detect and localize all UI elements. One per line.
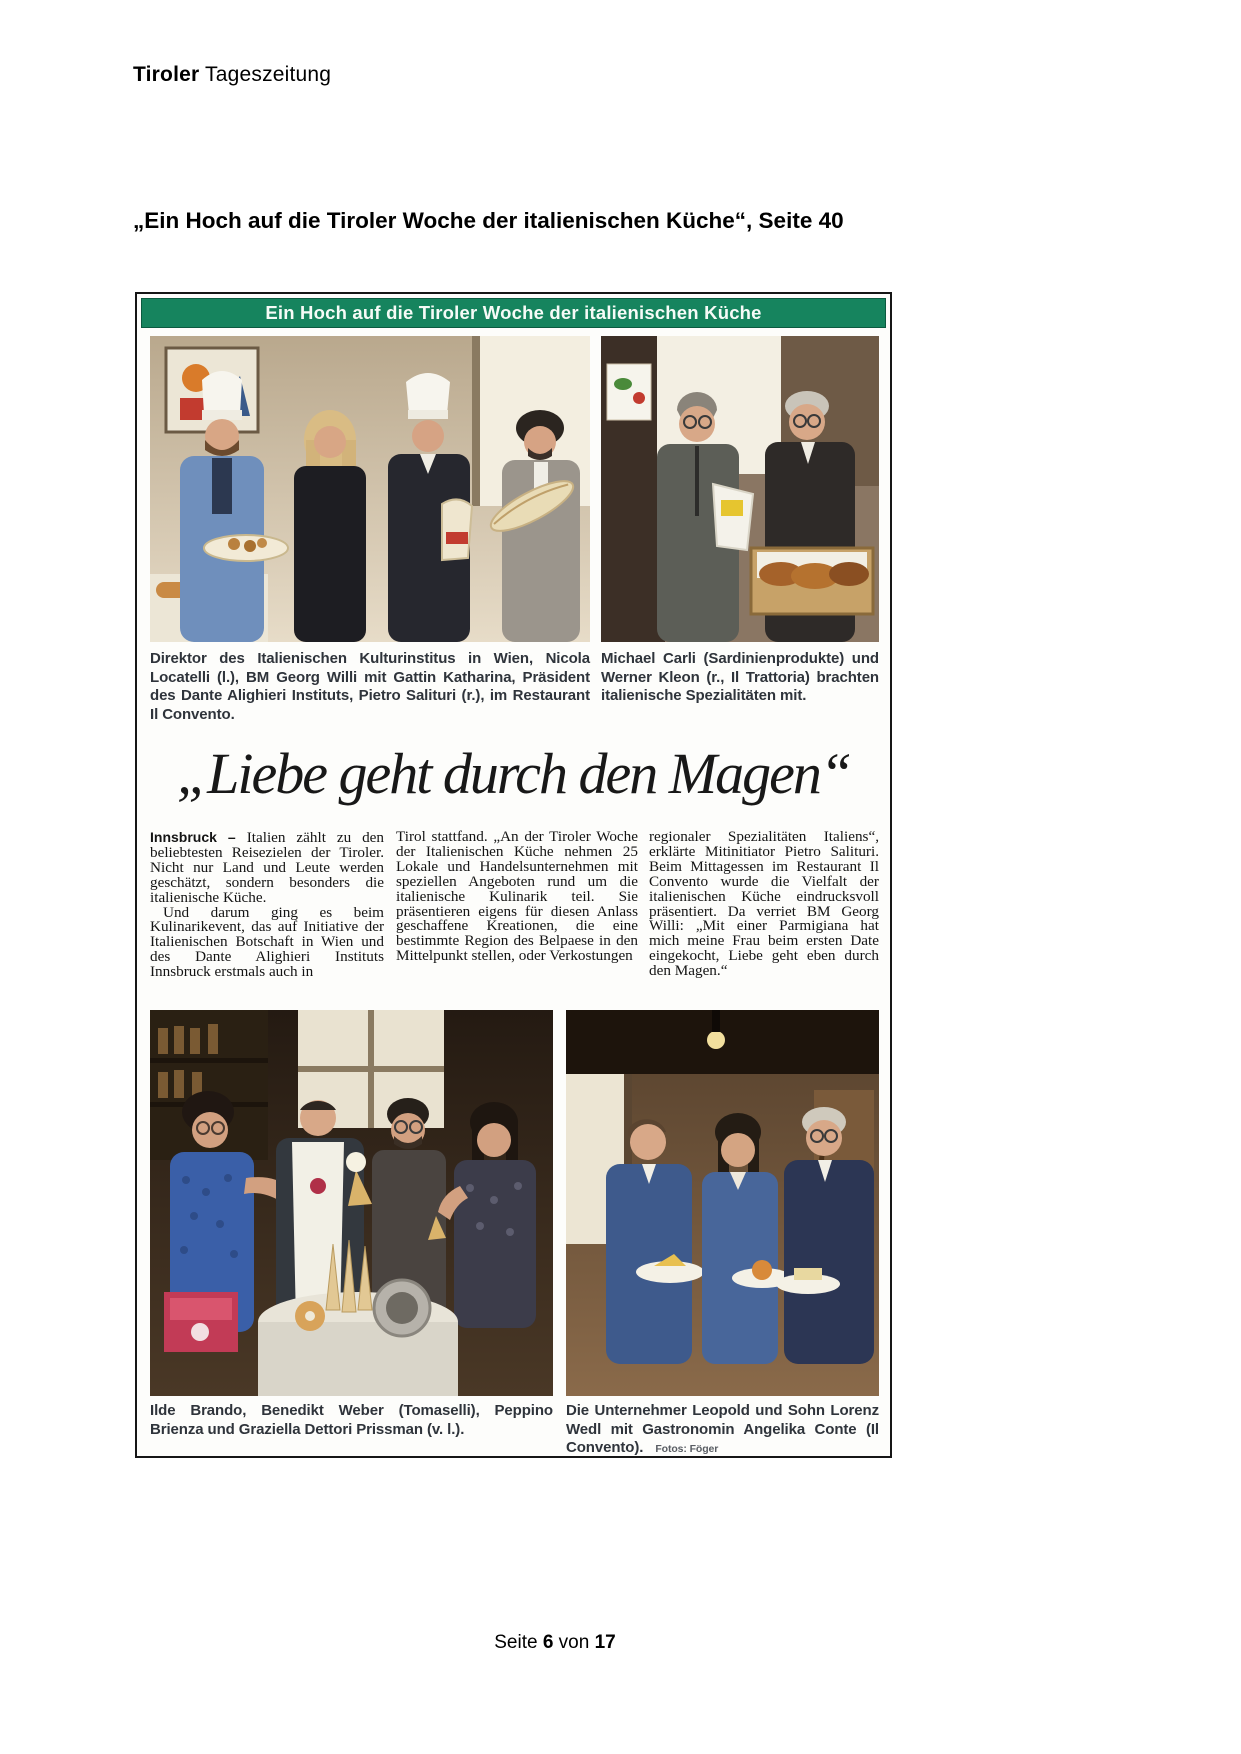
footer-current-page: 6 xyxy=(542,1632,554,1653)
photo-top-left xyxy=(150,336,590,642)
dateline: Innsbruck xyxy=(150,829,217,845)
top-photo-row xyxy=(150,336,879,642)
article-paragraph: Und darum ging es beim Kulinarikevent, das auf Initiative der Italienischen Botschaft in Wien und des Dante Alighieri Instituts Innsbruck erstmals auch in xyxy=(150,903,384,981)
article-paragraph xyxy=(150,830,384,906)
photo-credit: Fotos: Föger xyxy=(655,1443,719,1455)
article-reference-heading: „Ein Hoch auf die Tiroler Woche der italienischen Küche“, Seite 40 xyxy=(133,208,844,233)
caption-top-left: Direktor des Italienischen Kulturinstitus in Wien, Nicola Locatelli (l.), BM Georg Willi mit Gattin Katharina, Präsident des Dante Alighieri Instituts, Pietro Salituri (r.), im Restaurant Il Convento. xyxy=(150,650,590,723)
photo-top-left-illustration xyxy=(150,336,590,642)
footer-total-pages: 17 xyxy=(594,1632,616,1653)
article-column-1 xyxy=(150,830,384,980)
caption-top-right: Michael Carli (Sardinienprodukte) und Werner Kleon (r., Il Trattoria) brachten italienische Spezialitäten mit. xyxy=(601,650,879,704)
caption-bottom-left: Ilde Brando, Benedikt Weber (Tomaselli), Peppino Brienza und Graziella Dettori Prissman (v. l.). xyxy=(150,1402,553,1438)
article-column-3: regionaler Spezialitäten Italiens“, erklärte Mitinitiator Pietro Salituri. Beim Mittagessen im Restaurant Il Convento wurde die Vielfalt der italienischen Küche eindrucksvoll präsentiert. Da verriet BM Georg Willi: „Mit einer Parmigiana hat mich meine Frau beim ersten Date eingekocht, Liebe geht eben durch den Magen.“ xyxy=(649,828,879,980)
footer-middle: von xyxy=(553,1632,595,1653)
publication-name-rest: Tageszeitung xyxy=(199,63,332,86)
footer-prefix: Seite xyxy=(494,1632,543,1653)
caption-text: Die Unternehmer Leopold und Sohn Lorenz Wedl mit Gastronomin Angelika Conte (Il Convento). xyxy=(566,1402,879,1456)
dateline-dash: – xyxy=(216,829,247,845)
clipping-banner-title: Ein Hoch auf die Tiroler Woche der italienischen Küche xyxy=(141,298,886,328)
top-caption-row xyxy=(150,650,879,724)
page-footer xyxy=(0,1632,1110,1654)
publication-name xyxy=(133,63,331,87)
photo-bottom-left-illustration xyxy=(150,1010,553,1396)
article-headline: „Liebe geht durch den Magen“ xyxy=(176,741,851,806)
article-column-2: Tirol stattfand. „An der Tiroler Woche der Italienischen Küche nehmen 25 Lokale und Handelsunternehmen mit speziellen Angeboten rund um die italienische Kulinarik teil. Sie präsentieren eigens für diesen Anlass geschaffene Kreationen, die eine bestimmte Region des Belpaese in den Mittelpunkt stellen, oder Verkostungen xyxy=(396,828,638,965)
photo-top-right-illustration xyxy=(601,336,879,642)
article-text: Italien zählt zu den beliebtesten Reisezielen der Tiroler. Nicht nur Land und Leute werden geschätzt, sondern besonders die italienische Küche. xyxy=(150,829,384,906)
bottom-caption-row xyxy=(150,1402,879,1459)
photo-bottom-left xyxy=(150,1010,553,1396)
photo-bottom-right-illustration xyxy=(566,1010,879,1396)
photo-top-right xyxy=(601,336,879,642)
bottom-photo-row xyxy=(150,1010,879,1396)
publication-name-bold: Tiroler xyxy=(133,63,200,86)
article-body xyxy=(150,830,879,1012)
newspaper-clipping xyxy=(135,292,892,1458)
photo-bottom-right xyxy=(566,1010,879,1396)
caption-bottom-right xyxy=(566,1402,879,1459)
